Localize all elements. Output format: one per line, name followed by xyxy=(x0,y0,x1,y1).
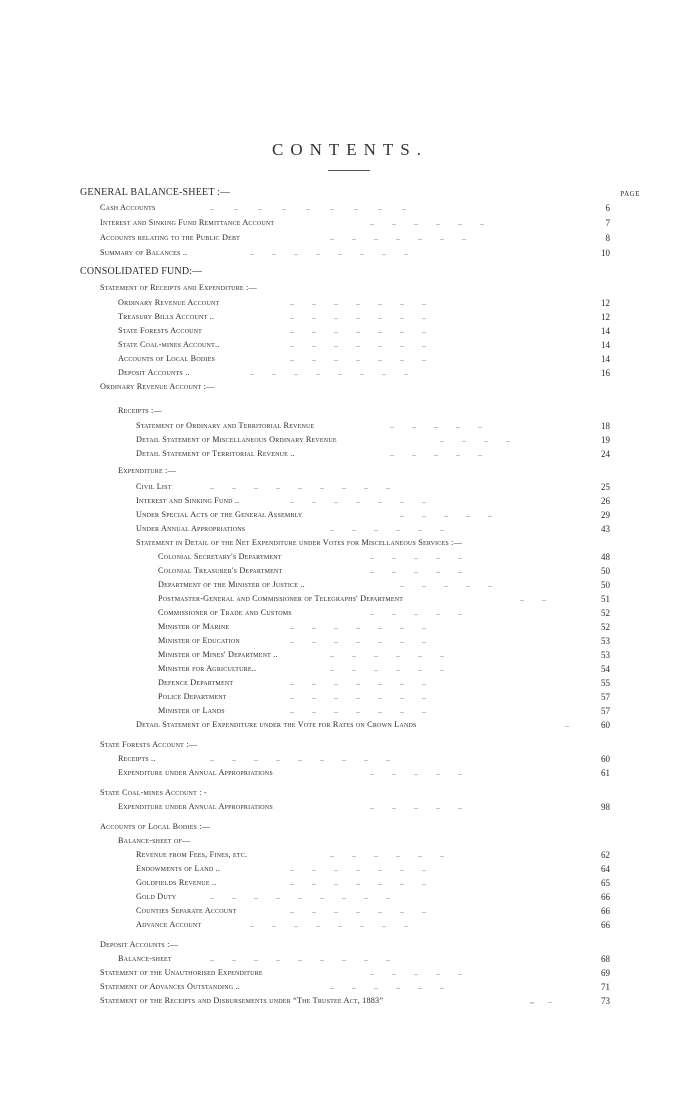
toc-page-number: 12 xyxy=(601,298,610,308)
toc-page-number: 66 xyxy=(601,906,610,916)
toc-entry-label: Postmaster-General and Commissioner of Telegraphs' Department xyxy=(158,594,404,603)
toc-entry[interactable] xyxy=(136,448,295,460)
dot-leader: .. .. .. .. .. .. xyxy=(330,982,444,991)
toc-page-number: 43 xyxy=(601,524,610,534)
page-column-heading: PAGE xyxy=(620,190,640,198)
toc-page-number: 8 xyxy=(605,233,610,243)
dot-leader: .. .. .. .. .. .. .. xyxy=(290,636,426,645)
toc-section-general-balance-sheet[interactable] xyxy=(80,187,230,199)
dot-leader: ,, .. xyxy=(530,996,552,1005)
title-divider xyxy=(328,170,370,171)
toc-entry-label: Deposit Accounts :— xyxy=(100,940,179,949)
dot-leader: .. .. .. .. .. .. .. xyxy=(290,864,426,873)
toc-entry[interactable] xyxy=(100,981,240,993)
dot-leader: .. .. .. .. .. .. .. .. .. xyxy=(210,954,390,963)
toc-entry[interactable] xyxy=(136,849,247,861)
dot-leader: .. xyxy=(565,720,569,729)
toc-entry-label: Interest and Sinking Fund .. xyxy=(136,496,240,505)
toc-entry-label: Treasury Bills Account .. xyxy=(118,312,215,321)
dot-leader: .. .. .. .. .. .. xyxy=(370,218,484,227)
toc-entry-label: State Coal-mines Account : - xyxy=(100,788,207,797)
dot-leader: .. .. .. .. .. .. xyxy=(330,664,444,673)
toc-entry-label: Accounts of Local Bodies :— xyxy=(100,822,211,831)
dot-leader: .. .. xyxy=(520,594,546,603)
toc-entry[interactable] xyxy=(158,621,229,633)
toc-page-number: 60 xyxy=(601,754,610,764)
dot-leader: .. .. .. .. .. .. xyxy=(330,850,444,859)
toc-entry-label: Statement in Detail of the Net Expenditure under Votes for Miscellaneous Services :— xyxy=(136,538,463,547)
dot-leader: .. .. .. .. .. .. .. xyxy=(290,906,426,915)
dot-leader: .. .. .. .. .. .. .. xyxy=(330,233,466,242)
toc-entry-label: Expenditure :— xyxy=(118,466,176,475)
toc-entry[interactable] xyxy=(158,677,233,689)
toc-entry[interactable] xyxy=(118,953,172,965)
toc-entry[interactable] xyxy=(136,523,245,535)
toc-page-number: 24 xyxy=(601,449,610,459)
toc-page-number: 6 xyxy=(605,203,610,213)
toc-entry-label: State Forests Account :— xyxy=(100,740,198,749)
toc-entry-label: Defence Department xyxy=(158,678,234,687)
toc-entry-label: Balance-sheet xyxy=(118,954,172,963)
toc-entry-label: Minister of Lands xyxy=(158,706,225,715)
toc-entry[interactable] xyxy=(100,232,240,244)
toc-page-number: 68 xyxy=(601,954,610,964)
dot-leader: .. .. .. .. .. .. .. xyxy=(290,496,426,505)
dot-leader: .. .. .. .. .. xyxy=(370,768,462,777)
toc-subsection[interactable] xyxy=(118,835,191,847)
toc-entry[interactable] xyxy=(118,753,155,765)
dot-leader: .. .. .. .. .. .. .. .. .. xyxy=(210,754,390,763)
toc-entry[interactable] xyxy=(118,353,215,365)
toc-entry-label: Revenue from Fees, Fines, etc. xyxy=(136,850,248,859)
dot-leader: .. .. .. .. .. .. .. xyxy=(290,692,426,701)
toc-page-number: 61 xyxy=(601,768,610,778)
toc-entry[interactable] xyxy=(118,297,219,309)
dot-leader: .. .. .. .. .. xyxy=(400,510,492,519)
toc-page-number: 65 xyxy=(601,878,610,888)
toc-page-number: 12 xyxy=(601,312,610,322)
toc-entry-label: Police Department xyxy=(158,692,227,701)
toc-entry-label: Endowments of Land .. xyxy=(136,864,221,873)
toc-page-number: 64 xyxy=(601,864,610,874)
toc-entry-label: Expenditure under Annual Appropriations xyxy=(118,768,273,777)
toc-entry[interactable] xyxy=(100,217,274,229)
toc-entry[interactable] xyxy=(118,325,202,337)
toc-entry-label: Detail Statement of Territorial Revenue .. xyxy=(136,449,295,458)
toc-entry[interactable] xyxy=(158,579,305,591)
dot-leader: .. .. .. .. .. .. .. xyxy=(290,622,426,631)
dot-leader: .. .. .. .. .. xyxy=(370,608,462,617)
dot-leader: .. .. .. .. .. .. .. xyxy=(290,678,426,687)
toc-page-number: 57 xyxy=(601,706,610,716)
toc-entry[interactable] xyxy=(158,607,292,619)
toc-page-number: 19 xyxy=(601,435,610,445)
toc-entry[interactable] xyxy=(136,509,302,521)
toc-entry-label: Detail Statement of Expenditure under the Vote for Rates on Crown Lands xyxy=(136,720,417,729)
toc-entry-label: Minister of Mines' Department .. xyxy=(158,650,278,659)
toc-page-number: 50 xyxy=(601,580,610,590)
toc-entry[interactable] xyxy=(100,967,263,979)
toc-page-number: 55 xyxy=(601,678,610,688)
dot-leader: .. .. .. .. .. .. .. xyxy=(290,878,426,887)
toc-section-consolidated-fund[interactable] xyxy=(80,266,202,278)
toc-entry[interactable] xyxy=(100,995,383,1007)
toc-page-number: 71 xyxy=(601,982,610,992)
toc-entry-label: Ordinary Revenue Account xyxy=(118,298,220,307)
toc-page-number: 60 xyxy=(601,720,610,730)
toc-page-number: 66 xyxy=(601,920,610,930)
toc-entry[interactable] xyxy=(136,905,237,917)
toc-subsection[interactable] xyxy=(118,405,162,417)
toc-entry[interactable] xyxy=(158,593,403,605)
toc-entry-label: Cash Accounts xyxy=(100,203,156,212)
toc-page-number: 98 xyxy=(601,802,610,812)
dot-leader: .. .. .. .. .. .. .. xyxy=(290,340,426,349)
dot-leader: .. .. .. .. .. .. xyxy=(330,524,444,533)
toc-subsection[interactable] xyxy=(100,939,178,951)
toc-page-number: 14 xyxy=(601,340,610,350)
toc-page-number: 14 xyxy=(601,326,610,336)
toc-page-number: 7 xyxy=(605,218,610,228)
toc-page-number: 53 xyxy=(601,650,610,660)
toc-entry-label: Statement of the Unauthorised Expenditure xyxy=(100,968,263,977)
dot-leader: .. .. .. .. xyxy=(440,435,510,444)
dot-leader: .. .. .. .. .. .. xyxy=(330,650,444,659)
toc-entry[interactable] xyxy=(136,719,417,731)
toc-page-number: 52 xyxy=(601,622,610,632)
toc-page-number: 25 xyxy=(601,482,610,492)
toc-subsection[interactable] xyxy=(100,787,207,799)
toc-page-number: 62 xyxy=(601,850,610,860)
toc-entry-label: Statement of the Receipts and Disbursements under “The Trustee Act, 1883” xyxy=(100,996,384,1005)
dot-leader: .. .. .. .. .. xyxy=(370,552,462,561)
toc-entry-label: Receipts :— xyxy=(118,406,162,415)
toc-entry-label: Ordinary Revenue Account :— xyxy=(100,382,215,391)
toc-entry[interactable] xyxy=(118,367,190,379)
toc-entry-label: Under Special Acts of the General Assembly xyxy=(136,510,303,519)
toc-page-number: 16 xyxy=(601,368,610,378)
toc-subsection[interactable] xyxy=(136,537,462,549)
page-title: CONTENTS. xyxy=(271,140,429,159)
dot-leader: .. .. .. .. .. .. .. xyxy=(290,354,426,363)
toc-page-number: 14 xyxy=(601,354,610,364)
dot-leader: .. .. .. .. .. xyxy=(370,968,462,977)
toc-entry[interactable] xyxy=(118,311,214,323)
toc-entry-label: Statement of Advances Outstanding .. xyxy=(100,982,241,991)
dot-leader: .. .. .. .. .. .. .. .. .. xyxy=(210,203,406,212)
dot-leader: .. .. .. .. .. .. .. .. xyxy=(250,368,408,377)
toc-entry[interactable] xyxy=(136,420,314,432)
toc-page-number: 52 xyxy=(601,608,610,618)
toc-subsection[interactable] xyxy=(100,739,197,751)
dot-leader: .. .. .. .. .. xyxy=(370,802,462,811)
toc-entry[interactable] xyxy=(158,691,227,703)
toc-page-number: 29 xyxy=(601,510,610,520)
toc-entry-label: Advance Account xyxy=(136,920,202,929)
toc-entry[interactable] xyxy=(118,767,273,779)
toc-entry-label: Minister of Education xyxy=(158,636,240,645)
toc-page-number: 73 xyxy=(601,996,610,1006)
toc-page-number: 69 xyxy=(601,968,610,978)
toc-page-number: 26 xyxy=(601,496,610,506)
dot-leader: .. .. .. .. .. .. .. .. .. xyxy=(210,482,390,491)
toc-entry[interactable] xyxy=(118,339,219,351)
toc-page-number: 54 xyxy=(601,664,610,674)
toc-subsection[interactable] xyxy=(100,821,210,833)
dot-leader: .. .. .. .. .. xyxy=(390,421,482,430)
toc-entry[interactable] xyxy=(118,801,273,813)
toc-entry-label: Accounts of Local Bodies xyxy=(118,354,215,363)
toc-entry[interactable] xyxy=(158,705,225,717)
dot-leader: .. .. .. .. .. xyxy=(370,566,462,575)
toc-subsection[interactable] xyxy=(100,381,215,393)
toc-entry-label: Colonial Secretary's Department xyxy=(158,552,282,561)
toc-entry[interactable] xyxy=(100,202,156,214)
toc-entry-label: Interest and Sinking Fund Remittance Account xyxy=(100,218,275,227)
toc-entry-label: Statement of Receipts and Expenditure :— xyxy=(100,283,257,292)
toc-entry-label: Minister of Marine xyxy=(158,622,230,631)
toc-entry-label: Colonial Treasurer's Department xyxy=(158,566,283,575)
toc-entry[interactable] xyxy=(158,663,256,675)
dot-leader: .. .. .. .. .. .. .. xyxy=(290,706,426,715)
toc-entry-label: Gold Duty xyxy=(136,892,177,901)
dot-leader: .. .. .. .. .. .. .. .. xyxy=(250,248,408,257)
toc-entry-label: State Forests Account xyxy=(118,326,203,335)
dot-leader: .. .. .. .. .. .. .. xyxy=(290,298,426,307)
toc-entry-label: Statement of Ordinary and Territorial Revenue xyxy=(136,421,315,430)
dot-leader: .. .. .. .. .. .. .. .. xyxy=(250,920,408,929)
toc-entry-label: Counties Separate Account xyxy=(136,906,237,915)
toc-entry[interactable] xyxy=(136,877,216,889)
toc-entry-label: Minister for Agriculture.. xyxy=(158,664,257,673)
toc-page-number: 18 xyxy=(601,421,610,431)
toc-page-number: 66 xyxy=(601,892,610,902)
toc-entry[interactable] xyxy=(158,565,282,577)
toc-entry-label: Department of the Minister of Justice .. xyxy=(158,580,305,589)
toc-entry-label: Balance-sheet of— xyxy=(118,836,191,845)
toc-page-number: 57 xyxy=(601,692,610,702)
toc-entry-label: Goldfields Revenue .. xyxy=(136,878,217,887)
toc-page-number: 53 xyxy=(601,636,610,646)
toc-entry[interactable] xyxy=(158,551,282,563)
dot-leader: .. .. .. .. .. .. .. xyxy=(290,326,426,335)
toc-entry-label: Under Annual Appropriations xyxy=(136,524,246,533)
toc-entry-label: State Coal-mines Account.. xyxy=(118,340,220,349)
toc-entry[interactable] xyxy=(136,919,201,931)
toc-entry[interactable] xyxy=(136,863,220,875)
toc-entry-label: Expenditure under Annual Appropriations xyxy=(118,802,273,811)
toc-entry-label: Summary of Balances .. xyxy=(100,248,188,257)
toc-entry-label: Detail Statement of Miscellaneous Ordinary Revenue xyxy=(136,435,337,444)
toc-entry-label: Civil List xyxy=(136,482,172,491)
toc-entry[interactable] xyxy=(100,247,187,259)
toc-entry[interactable] xyxy=(158,649,278,661)
dot-leader: .. .. .. .. .. xyxy=(400,580,492,589)
toc-entry[interactable] xyxy=(136,891,176,903)
toc-page-number: 10 xyxy=(601,248,610,258)
toc-page-number: 51 xyxy=(601,594,610,604)
toc-entry-label: GENERAL BALANCE-SHEET :— xyxy=(80,187,231,198)
toc-page-number: 50 xyxy=(601,566,610,576)
toc-page-number: 48 xyxy=(601,552,610,562)
toc-subsection[interactable] xyxy=(118,465,176,477)
toc-entry-label: CONSOLIDATED FUND:— xyxy=(80,266,203,277)
toc-subsection[interactable] xyxy=(100,282,257,294)
toc-entry-label: Deposit Accounts .. xyxy=(118,368,190,377)
toc-entry-label: Receipts .. xyxy=(118,754,156,763)
toc-entry[interactable] xyxy=(136,434,337,446)
dot-leader: .. .. .. .. .. .. .. .. .. xyxy=(210,892,390,901)
toc-entry-label: Accounts relating to the Public Debt xyxy=(100,233,241,242)
toc-entry-label: Commissioner of Trade and Customs xyxy=(158,608,292,617)
toc-entry[interactable] xyxy=(136,481,172,493)
toc-entry[interactable] xyxy=(136,495,239,507)
dot-leader: .. .. .. .. .. xyxy=(390,449,482,458)
dot-leader: .. .. .. .. .. .. .. xyxy=(290,312,426,321)
toc-entry[interactable] xyxy=(158,635,240,647)
